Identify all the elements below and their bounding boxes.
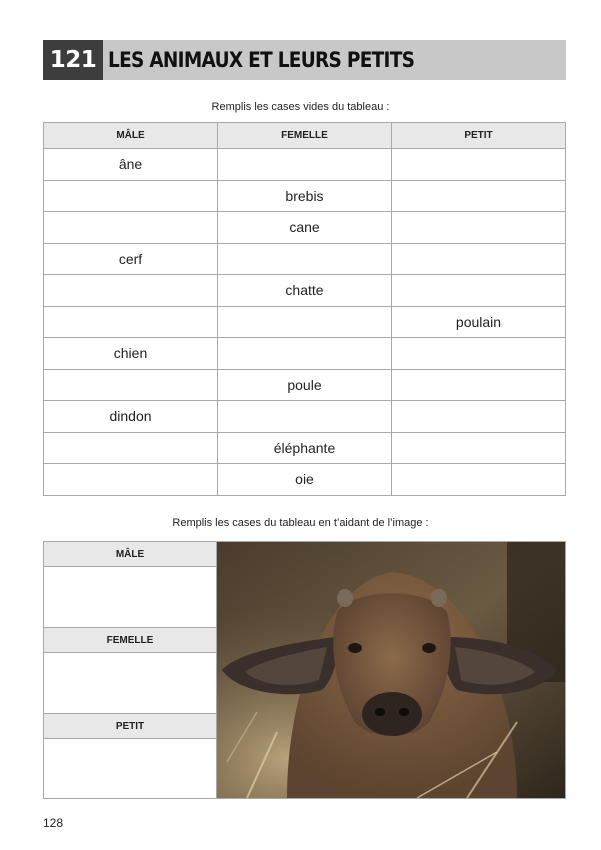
answer-cell-female[interactable] [44, 653, 216, 714]
cell-young[interactable] [392, 275, 566, 307]
cell-female[interactable] [218, 401, 392, 433]
cell-female[interactable] [218, 149, 392, 181]
cell-female[interactable] [218, 338, 392, 370]
cell-male[interactable]: dindon [44, 401, 218, 433]
cell-male[interactable] [44, 306, 218, 338]
table-row [44, 369, 566, 401]
animals-table [43, 122, 566, 496]
image-table-labels [44, 542, 217, 798]
instruction-fill-table: Remplis les cases vides du tableau : [211, 101, 390, 113]
cell-male[interactable]: chien [44, 338, 218, 370]
table-row [44, 212, 566, 244]
cell-female[interactable] [218, 243, 392, 275]
table-row [44, 338, 566, 370]
cell-young[interactable] [392, 338, 566, 370]
cell-young[interactable] [392, 212, 566, 244]
cell-female[interactable]: oie [218, 464, 392, 496]
answer-cell-young[interactable] [44, 739, 216, 798]
cell-male[interactable] [44, 275, 218, 307]
table-header-row [44, 123, 566, 149]
cell-female[interactable]: cane [218, 212, 392, 244]
table-row [44, 275, 566, 307]
label-male: MÂLE [44, 542, 216, 567]
cell-young[interactable] [392, 464, 566, 496]
cell-male[interactable]: cerf [44, 243, 218, 275]
table-row [44, 149, 566, 181]
instruction-use-image: Remplis les cases du tableau en t’aidant de l’image : [172, 517, 429, 529]
page-number: 128 [43, 816, 64, 830]
cell-young[interactable] [392, 180, 566, 212]
answer-cell-male[interactable] [44, 567, 216, 628]
cell-male[interactable]: âne [44, 149, 218, 181]
exercise-title: LES ANIMAUX ET LEURS PETITS [108, 48, 415, 72]
cell-male[interactable] [44, 369, 218, 401]
cell-young[interactable]: poulain [392, 306, 566, 338]
cell-young[interactable] [392, 432, 566, 464]
cell-young[interactable] [392, 243, 566, 275]
cell-male[interactable] [44, 464, 218, 496]
cell-young[interactable] [392, 149, 566, 181]
image-table [43, 541, 566, 799]
table-row [44, 306, 566, 338]
table-row [44, 464, 566, 496]
cell-male[interactable] [44, 180, 218, 212]
exercise-header [43, 40, 566, 80]
cell-male[interactable] [44, 212, 218, 244]
cell-female[interactable] [218, 306, 392, 338]
table-row [44, 180, 566, 212]
cell-male[interactable] [44, 432, 218, 464]
cell-female[interactable]: chatte [218, 275, 392, 307]
cell-young[interactable] [392, 369, 566, 401]
column-header-young: PETIT [392, 123, 566, 149]
cell-female[interactable]: poule [218, 369, 392, 401]
column-header-female: FEMELLE [218, 123, 392, 149]
table-row [44, 401, 566, 433]
table-row [44, 243, 566, 275]
cell-young[interactable] [392, 401, 566, 433]
label-young: PETIT [44, 714, 216, 739]
column-header-male: MÂLE [44, 123, 218, 149]
young-buffalo-photo [217, 542, 565, 798]
cell-female[interactable]: éléphante [218, 432, 392, 464]
label-female: FEMELLE [44, 628, 216, 653]
cell-female[interactable]: brebis [218, 180, 392, 212]
table-row [44, 432, 566, 464]
exercise-number: 121 [43, 40, 103, 80]
